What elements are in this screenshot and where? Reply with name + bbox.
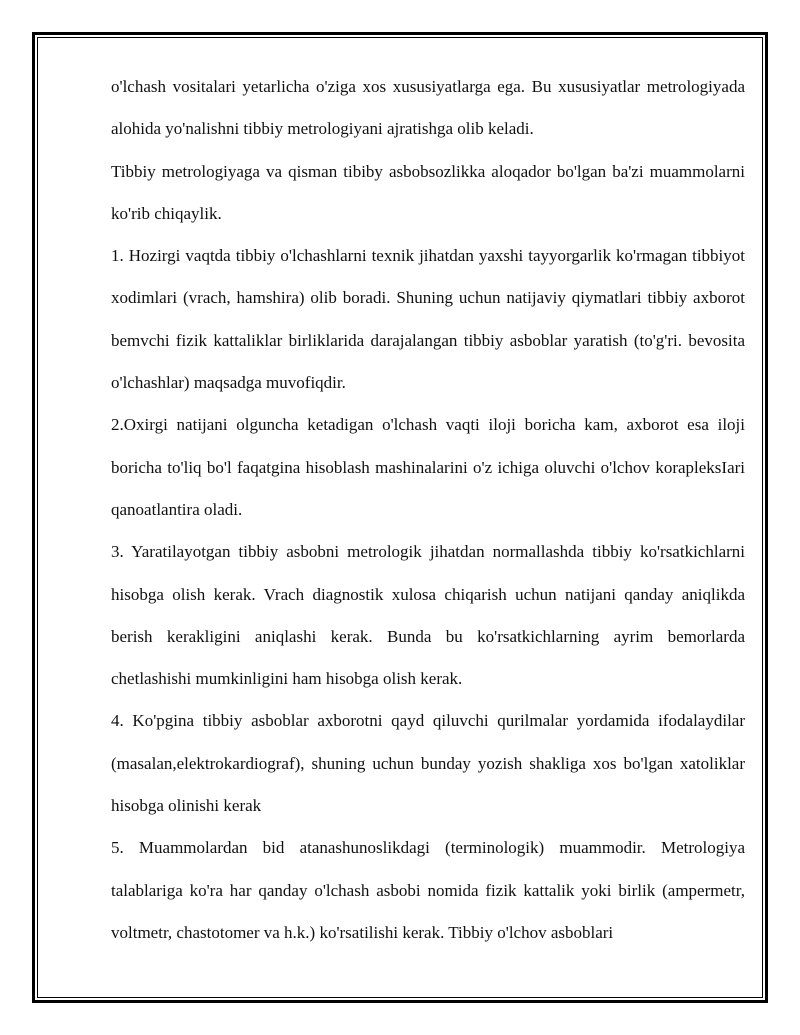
document-body <box>111 66 745 954</box>
paragraph-5: 3. Yaratilayotgan tibbiy asbobni metrologik jihatdan normallashda tibbiy ko'rsatkichlarni hisobga olish kerak. Vrach diagnostik xulosa chiqarish uchun natijani qanday aniqlikda berish kerakligini aniqlashi kerak. Bunda bu ko'rsatkichlarning ayrim bemorlarda chetlashishi mumkinligini ham hisobga olish kerak. <box>111 542 745 689</box>
paragraph-4: 2.Oxirgi natijani olguncha ketadigan o'lchash vaqti iloji boricha kam, axborot esa iloji boricha to'liq bo'l faqatgina hisoblash mashinalarini o'z ichiga oluvchi o'lchov korapleksIari qanoatlantira oladi. <box>111 415 745 519</box>
paragraph-3: 1. Hozirgi vaqtda tibbiy o'lchashlarni texnik jihatdan yaxshi tayyorgarlik ko'rmagan tibbiyot xodimlari (vrach, hamshira) olib boradi. Shuning uchun natijaviy qiymatlari tibbiy axborot bemvchi fizik kattaliklar birliklarida darajalangan tibbiy asboblar yaratish (to'g'ri. bevosita o'lchashlar) maqsadga muvofiqdir. <box>111 246 745 393</box>
paragraph-7: 5. Muammolardan bid atanashunoslikdagi (terminologik) muammodir. Metrologiya talablariga ko'ra har qanday o'lchash asbobi nomida fizik kattalik yoki birlik (ampermetr, voltmetr, chastotomer va h.k.) ko'rsatilishi kerak. Tibbiy o'lchov asboblari <box>111 838 745 942</box>
paragraph-1: o'lchash vositalari yetarlicha o'ziga xos xususiyatlarga ega. Bu xususiyatlar metrologiyada alohida yo'nalishni tibbiy metrologiyani ajratishga olib keladi. <box>111 77 745 139</box>
paragraph-2: Tibbiy metrologiyaga va qisman tibiby asbobsozlikka aloqador bo'lgan ba'zi muammolarni ko'rib chiqaylik. <box>111 161 745 223</box>
paragraph-6: 4. Ko'pgina tibbiy asboblar axborotni qayd qiluvchi qurilmalar yordamida ifodalaydilar (masalan,elektrokardiograf), shuning uchun bunday yozish shakliga xos bo'lgan xatoliklar hisobga olinishi kerak <box>111 711 745 816</box>
